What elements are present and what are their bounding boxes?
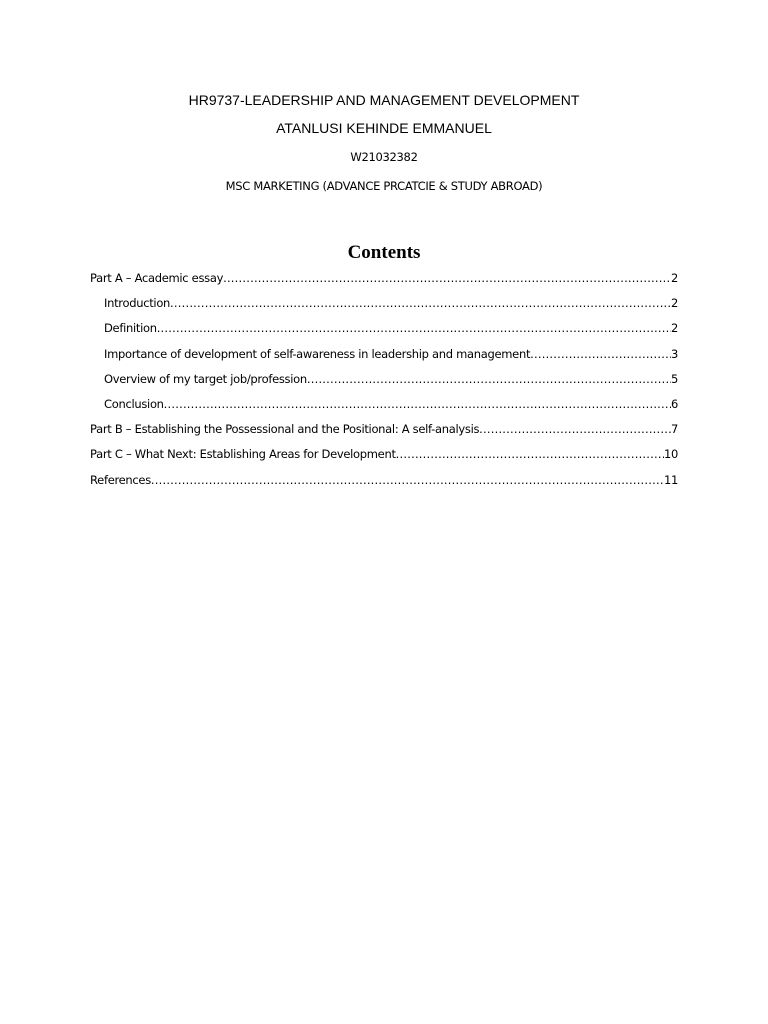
toc-page-number: 2 <box>670 271 678 285</box>
student-id: W21032382 <box>350 150 418 164</box>
toc-entry-part-b[interactable] <box>90 417 678 442</box>
toc-entry-label: Part A – Academic essay <box>90 271 224 285</box>
course-title: HR9737-LEADERSHIP AND MANAGEMENT DEVELOPMENT <box>188 92 580 108</box>
toc-page-number: 10 <box>663 447 678 462</box>
toc-dot-leader <box>530 342 671 367</box>
toc-entry-introduction[interactable] <box>90 291 678 316</box>
toc-entry-label: Part B – Establishing the Possessional and the Positional: A self-analysis <box>90 422 480 437</box>
toc-dot-leader <box>223 266 671 291</box>
toc-heading: Contents <box>347 242 421 263</box>
toc-entry-conclusion[interactable] <box>90 392 678 417</box>
programme-name: MSC MARKETING (ADVANCE PRCATCIE & STUDY ABROAD) <box>225 179 543 193</box>
toc-entry-label: Introduction <box>104 296 171 311</box>
toc-entry-part-c[interactable] <box>90 442 678 467</box>
toc-entry-overview[interactable] <box>90 367 678 392</box>
toc-entry-importance[interactable] <box>90 342 678 367</box>
toc-dot-leader <box>170 291 671 316</box>
toc-dot-leader <box>396 442 664 467</box>
toc-entry-label: Importance of development of self-awareness in leadership and management <box>104 346 531 361</box>
table-of-contents <box>90 266 678 493</box>
toc-dot-leader <box>307 367 671 392</box>
toc-entry-label: Overview of my target job/profession <box>104 371 307 386</box>
toc-entry-label: Conclusion <box>104 396 164 411</box>
toc-page-number: 2 <box>670 321 678 336</box>
toc-entry-references[interactable] <box>90 468 678 493</box>
toc-entry-label: References <box>90 472 151 487</box>
toc-page-number: 6 <box>670 396 678 411</box>
toc-entry-label: Part C – What Next: Establishing Areas for Development <box>90 447 396 462</box>
toc-page-number: 2 <box>670 296 678 311</box>
toc-entry-part-a[interactable] <box>90 266 678 291</box>
toc-page-number: 7 <box>670 422 678 437</box>
toc-page-number: 3 <box>670 346 678 361</box>
toc-entry-definition[interactable] <box>90 316 678 341</box>
toc-dot-leader <box>479 417 671 442</box>
toc-page-number: 11 <box>663 472 678 487</box>
author-name: ATANLUSI KEHINDE EMMANUEL <box>276 120 492 136</box>
toc-entry-label: Definition <box>104 321 157 336</box>
toc-dot-leader <box>157 316 671 341</box>
toc-dot-leader <box>151 468 664 493</box>
toc-page-number: 5 <box>670 371 678 386</box>
toc-dot-leader <box>164 392 671 417</box>
